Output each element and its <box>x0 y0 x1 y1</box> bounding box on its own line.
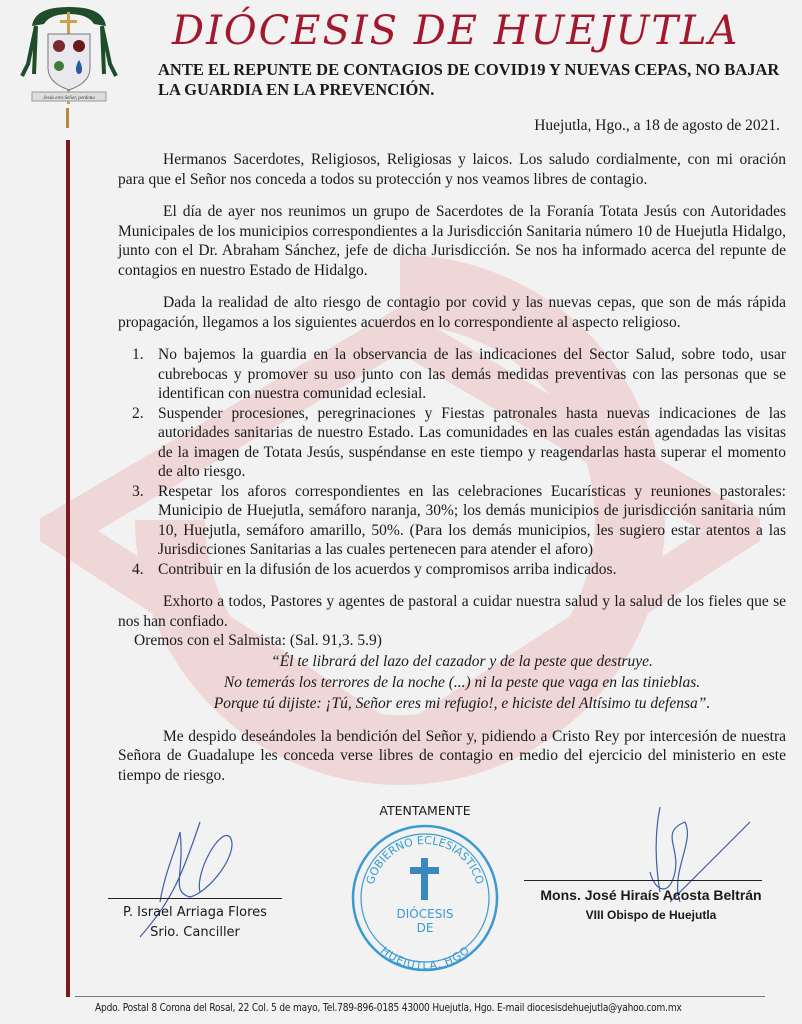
letterhead <box>0 0 802 116</box>
item-number: 1. <box>132 346 144 363</box>
signature-canciller <box>100 812 270 942</box>
seal-bottom-text: HUEJUTLA, HGO <box>378 943 472 972</box>
item-number: 3. <box>132 482 144 500</box>
exhort-paragraph: Exhorto a todos, Pastores y agentes de pastoral a cuidar nuestra salud y la salud de los fieles que se nos han confiado. <box>118 593 786 630</box>
signatory-name: Mons. José Hiraís Acosta Beltrán <box>540 887 762 903</box>
footer-contact: Apdo. Postal 8 Corona del Rosal, 22 Col. 5 de mayo, Tel.789-896-0185 43000 Huejutla, Hgo. E-mail diocesisdehuejutla@yahoo.com.mx <box>95 1002 682 1014</box>
signatory-name: P. Israel Arriaga Flores <box>123 905 267 920</box>
footer <box>0 996 802 1024</box>
document-date: Huejutla, Hgo., a 18 de agosto de 2021. <box>534 117 780 134</box>
letter-body <box>118 150 786 798</box>
item-text: No bajemos la guardia en la observancia de las indicaciones del Sector Salud, sobre todo, usar cubrebocas y promover su uso junto con las demás medidas preventivas con las personas que se identifican con nuestra comunidad eclesial. <box>158 346 786 402</box>
psalm-intro: Oremos con el Salmista: (Sal. 91,3. 5.9) <box>134 632 382 649</box>
signoff: ATENTAMENTE <box>379 803 471 818</box>
psalm-quote <box>118 651 786 714</box>
document-subtitle: ANTE EL REPUNTE DE CONTAGIOS DE COVID19 Y NUEVAS CEPAS, NO BAJAR LA GUARDIA EN LA PREVENCIÓN. <box>158 60 780 99</box>
list-item <box>118 345 786 404</box>
diocese-title: DIÓCESIS DE HUEJUTLA <box>172 8 740 54</box>
greeting-paragraph: Hermanos Sacerdotes, Religiosos, Religiosas y laicos. Los saludo cordialmente, con mi oración para que el Señor nos conceda a todos su protección y nos veamos libres de contagio. <box>118 151 786 188</box>
agreements-list <box>118 345 786 579</box>
signature-line <box>524 880 762 881</box>
signature-block <box>0 802 802 974</box>
diocese-seal <box>350 822 500 972</box>
crest-staff <box>66 108 69 128</box>
meeting-paragraph: El día de ayer nos reunimos un grupo de Sacerdotes de la Foranía Totata Jesús con Autoridades Municipales de los municipios correspondientes a la Jurisdicción Sanitaria número 10 de Huejutla Hidalgo, junto con el Dr. Abraham Sánchez, jefe de dicha Jurisdicción. Se nos ha informado acerca del repunte de contagios en nuestro Estado de Hidalgo. <box>118 203 786 279</box>
signatory-role: Srio. Canciller <box>150 925 240 940</box>
diocese-crest-logo <box>14 4 124 110</box>
psalm-line: “Él te librará del lazo del cazador y de la peste que destruye. <box>271 652 653 670</box>
item-text: Suspender procesiones, peregrinaciones y Fiestas patronales hasta nuevas indicaciones de las autoridades sanitarias de nuestro Estado. Las comunidades en las cuales están agendadas las visitas de la imagen de Totata Jesús, suspéndanse en este tiempo y reagendarlas hasta superar el momento de alto riesgo. <box>158 404 786 480</box>
seal-diocesis-text: DIÓCESIS <box>396 907 454 921</box>
signatory-role: VIII Obispo de Huejutla <box>585 908 717 922</box>
signature-line <box>108 898 282 899</box>
item-number: 2. <box>132 404 144 422</box>
context-paragraph: Dada la realidad de alto riesgo de contagio por covid y las nuevas cepas, que son de más rápida propagación, llegamos a los siguientes acuerdos en lo correspondiente al aspecto religioso. <box>118 294 786 331</box>
list-item <box>118 404 786 482</box>
psalm-line: Porque tú dijiste: ¡Tú, Señor eres mi refugio!, e hiciste del Altísimo tu defensa”. <box>213 694 711 712</box>
crest-motto: Jesús eres Señor, perdona <box>43 96 95 101</box>
list-item <box>118 482 786 560</box>
closing-paragraph: Me despido deseándoles la bendición del Señor y, pidiendo a Cristo Rey por intercesión de nuestra Señora de Guadalupe les conceda verse libres de contagio en medio del ejercicio del ministerio en este tiempo de riesgo. <box>118 727 786 784</box>
seal-top-text: GOBIERNO ECLESIÁSTICO <box>363 833 487 886</box>
footer-rule <box>75 996 765 997</box>
list-item <box>118 560 786 580</box>
item-text: Contribuir en la difusión de los acuerdos y compromisos arriba indicados. <box>158 560 617 578</box>
psalm-line: No temerás los terrores de la noche (...) ni la peste que vaga en las tinieblas. <box>223 673 701 691</box>
item-text: Respetar los aforos correspondientes en las celebraciones Eucarísticas y reuniones pastorales: Municipio de Huejutla, semáforo naranja, 30%; los demás municipios de jurisdicción sanitaria núm 10, Huejutla, semáforo amarillo, 50%. (Para los demás municipios, les sugiero estar atentos a las Jurisdicciones Sanitarias a las cuales pertenecen para atender el aforo) <box>158 482 786 558</box>
svg-text:HUEJUTLA, HGO <box>378 944 472 972</box>
item-number: 4. <box>132 560 144 578</box>
seal-de-text: DE <box>416 921 434 935</box>
